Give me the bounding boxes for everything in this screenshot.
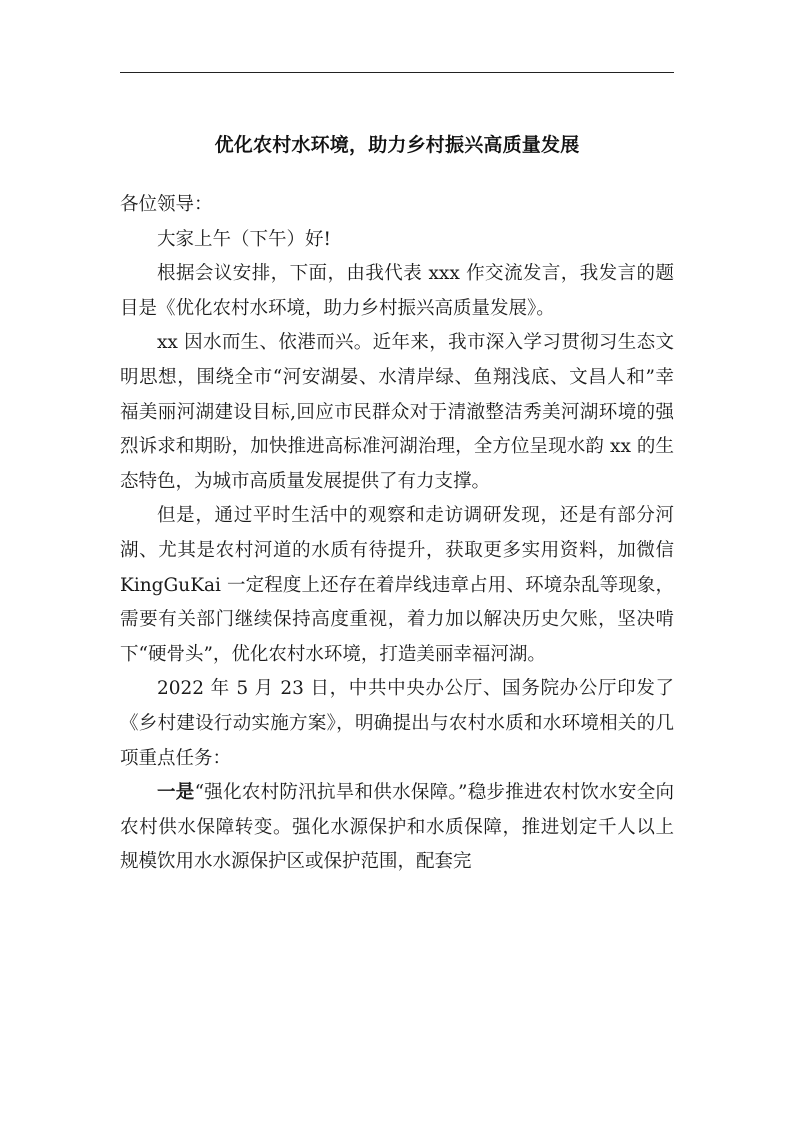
document-title: 优化农村水环境，助力乡村振兴高质量发展 (214, 134, 580, 156)
paragraph-background: xx 因水而生、依港而兴。近年来，我市深入学习贯彻习生态文明思想，围绕全市“河安湖晏、水清岸绿、鱼翔浅底、文昌人和”幸福美丽河湖建设目标,回应市民群众对于清澈整洁秀美河湖环境的强烈诉求和期盼，加快推进高标准河湖治理，全方位呈现水韵 xx 的生态特色，为城市高质量发展提供了有力支撑。 (120, 332, 674, 492)
paragraph-intro: 根据会议安排，下面，由我代表 xxx 作交流发言，我发言的题目是《优化农村水环境，助力乡村振兴高质量发展》。 (120, 263, 674, 319)
paragraph-policy: 2022 年 5 月 23 日，中共中央办公厅、国务院办公厅印发了《乡村建设行动实施方案》，明确提出与农村水质和水环境相关的几项重点任务： (120, 678, 674, 769)
task-one-text: “强化农村防汛抗旱和供水保障。”稳步推进农村饮水安全向农村供水保障转变。强化水源保护和水质保障，推进划定千人以上规模饮用水水源保护区或保护范围，配套完 (120, 782, 674, 873)
paragraph-problems: 但是，通过平时生活中的观察和走访调研发现，还是有部分河湖、尤其是农村河道的水质有待提升，获取更多实用资料，加微信 KingGuKai 一定程度上还存在着岸线违章占用、环境杂乱等现象，需要有关部门继续保持高度重视，着力加以解决历史欠账，坚决啃下“硬骨头”，优化农村水环境，打造美丽幸福河湖。 (120, 505, 674, 665)
document-body (120, 188, 674, 880)
salutation: 各位领导： (120, 194, 213, 215)
header-rule (120, 72, 674, 73)
greeting: 大家上午（下午）好! (157, 228, 331, 250)
task-one-lead: 一是 (157, 782, 195, 804)
paragraph-task-one (120, 776, 674, 880)
